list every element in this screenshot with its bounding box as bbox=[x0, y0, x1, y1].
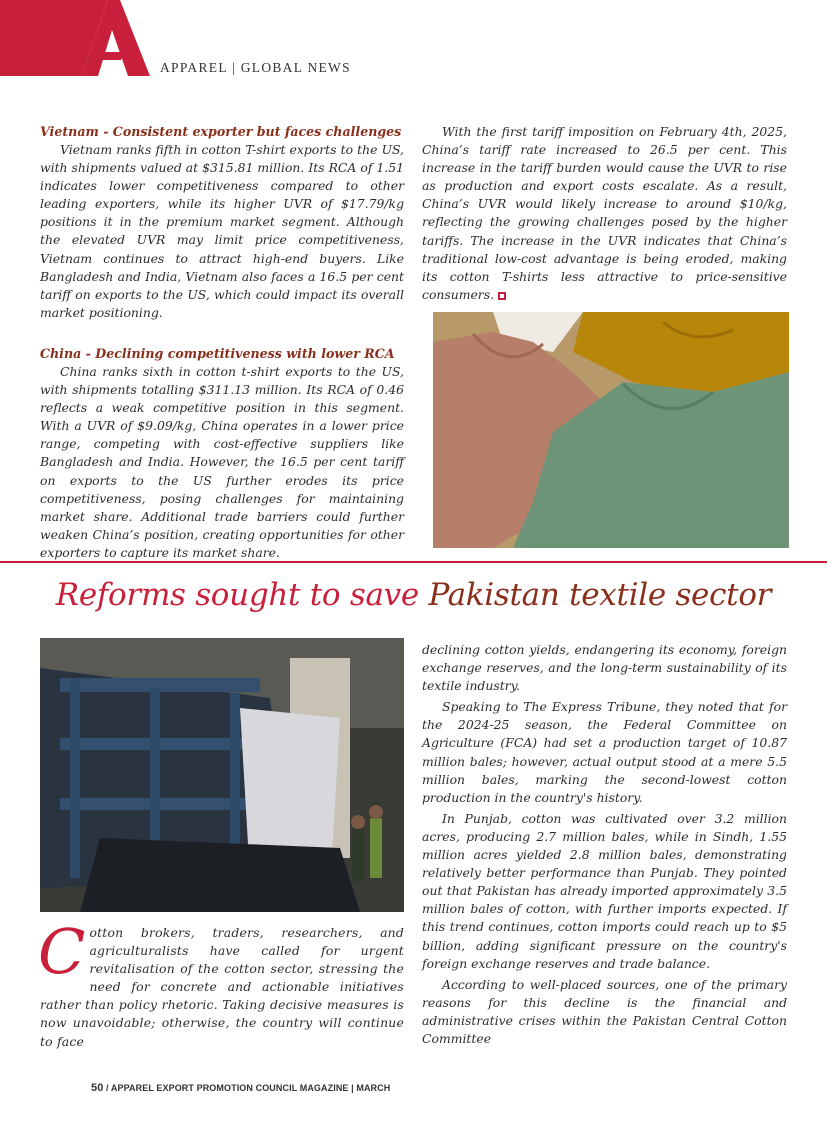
article-headline bbox=[0, 577, 827, 613]
left-column-top bbox=[40, 123, 404, 562]
vietnam-heading: Vietnam - Consistent exporter but faces challenges bbox=[40, 124, 402, 139]
china-heading: China - Declining competitiveness with lower RCA bbox=[40, 345, 395, 361]
end-of-article-icon bbox=[498, 292, 506, 300]
vietnam-paragraph: Vietnam ranks fifth in cotton T-shirt exports to the US, with shipments valued at $315.81 million. Its RCA of 1.51 indicates lower competitiveness compared to other leading exporters, while its higher UVR of $17.79/kg positions it in the premium market segment. Although the elevated UVR may limit price competitiveness, Vietnam continues to attract high-end buyers. Like Bangladesh and India, Vietnam also faces a 16.5 per cent tariff on exports to the US, which could impact its overall market positioning. bbox=[40, 142, 404, 320]
section-divider bbox=[0, 561, 827, 563]
article-paragraph-3: In Punjab, cotton was cultivated over 3.2 million acres, producing 2.7 million bales, while in Sindh, 1.55 million acres yielded 2.8 million bales, demonstrating relatively better performance than Punjab. They pointed out that Pakistan has already imported approximately 3.5 million bales of cotton, with further imports expected. If this trend continues, cotton imports could reach up to $5 billion, adding significant pressure on the country's foreign exchange reserves and trade balance. bbox=[422, 810, 787, 971]
headline-part-2: Pakistan textile sector bbox=[428, 577, 772, 613]
drop-cap: C bbox=[38, 915, 86, 988]
article-right-column bbox=[422, 641, 787, 1048]
footer-text: / APPAREL EXPORT PROMOTION COUNCIL MAGAZINE | MARCH bbox=[106, 1083, 391, 1093]
lead-paragraph: otton brokers, traders, researchers, and agriculturalists have called for urgent revitalisation of the cotton sector, stressing the need for concrete and actionable initiatives rather than policy rhetoric. Taking decisive measures is now unavoidable; otherwise, the country will continue to face bbox=[40, 925, 404, 1049]
article-paragraph-1: declining cotton yields, endangering its economy, foreign exchange reserves, and the long-term sustainability of its textile industry. bbox=[422, 642, 787, 694]
page-number: 50 bbox=[91, 1082, 104, 1094]
china-paragraph: China ranks sixth in cotton t-shirt exports to the US, with shipments totalling $311.13 million. Its RCA of 0.46 reflects a weak competitive position in this segment. With a UVR of $9.09/kg, China operates in a lower price range, competing with cost-effective suppliers like Bangladesh and India. However, the 16.5 per cent tariff on exports to the US further erodes its price competitiveness, posing challenges for maintaining market share. Additional trade barriers could further weaken China’s position, creating opportunities for other exporters to capture its market share. bbox=[40, 363, 404, 560]
tshirts-photo bbox=[433, 312, 789, 548]
right-column-top bbox=[422, 123, 787, 304]
headline-part-1: Reforms sought to save bbox=[55, 577, 419, 613]
page-footer bbox=[91, 1082, 390, 1094]
article-left-column bbox=[38, 915, 404, 1051]
textile-factory-photo bbox=[40, 638, 404, 912]
article-paragraph-2: Speaking to The Express Tribune, they noted that for the 2024-25 season, the Federal Committee on Agriculture (FCA) had set a production target of 10.87 million bales; however, actual output stood at a mere 5.5 million bales, marking the second-lowest cotton production in the country's history. bbox=[422, 699, 787, 805]
magazine-logo bbox=[0, 0, 150, 76]
article-paragraph-4: According to well-placed sources, one of the primary reasons for this decline is the financial and administrative crises within the Pakistan Central Cotton Committee bbox=[422, 976, 787, 1046]
tariff-paragraph: With the first tariff imposition on February 4th, 2025, China’s tariff rate increased to 26.5 per cent. This increase in the tariff burden would cause the UVR to rise as production and export costs escalate. As a result, China’s UVR would likely increase to around $10/kg, reflecting the growing challenges posed by the higher tariffs. The increase in the UVR indicates that China’s traditional low-cost advantage is being eroded, making its cotton T-shirts less attractive to price-sensitive consumers. bbox=[422, 124, 787, 302]
section-label: APPAREL | GLOBAL NEWS bbox=[160, 60, 351, 75]
